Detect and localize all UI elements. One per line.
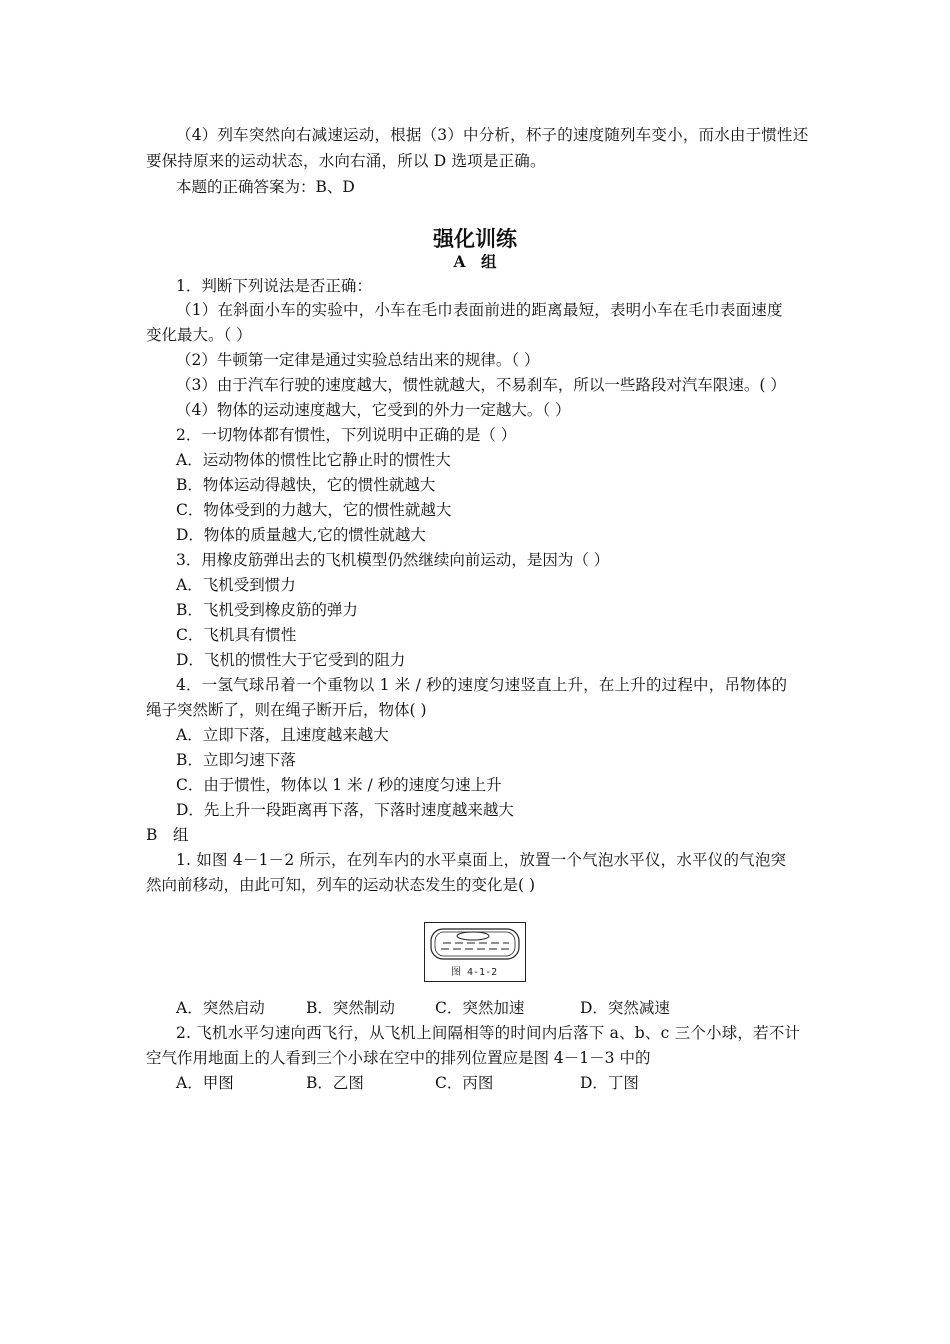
option: A．突然启动 — [176, 999, 265, 1017]
question-stem: 2．一切物体都有惯性，下列说明中正确的是（ ） — [176, 426, 517, 444]
option: D．先上升一段距离再下落，下落时速度越来越大 — [176, 801, 514, 819]
option: D．飞机的惯性大于它受到的阻力 — [176, 651, 406, 669]
question-stem: 2. 飞机水平匀速向西飞行，从飞机上间隔相等的时间内后落下 a、b、c 三个小球，若不计 — [176, 1024, 801, 1042]
option: C．物体受到的力越大，它的惯性就越大 — [176, 501, 452, 519]
statement: （4）物体的运动速度越大，它受到的外力一定越大。（ ） — [176, 401, 571, 419]
option: A．立即下落，且速度越来越大 — [176, 726, 389, 744]
question-stem: 绳子突然断了，则在绳子断开后，物体( ) — [146, 701, 427, 719]
paragraph-line: 要保持原来的运动状态，水向右涌，所以 D 选项是正确。 — [146, 152, 546, 170]
option: C．由于惯性，物体以 1 米 / 秒的速度匀速上升 — [176, 776, 502, 794]
option: D．物体的质量越大,它的惯性就越大 — [176, 526, 426, 544]
statement: （3）由于汽车行驶的速度越大，惯性就越大，不易刹车，所以一些路段对汽车限速。( ） — [176, 376, 786, 394]
paragraph-line: （4）列车突然向右减速运动，根据（3）中分析，杯子的速度随列车变小，而水由于惯性还 — [176, 126, 809, 144]
option: C．丙图 — [435, 1074, 494, 1092]
figure-caption: 图 4-1-2 — [451, 967, 498, 978]
option: A．飞机受到惯力 — [176, 576, 296, 594]
option: B．突然制动 — [306, 999, 395, 1017]
option: B．立即匀速下落 — [176, 751, 296, 769]
bubble-level-icon — [425, 923, 525, 981]
option: D．突然减速 — [580, 999, 670, 1017]
question-stem: 空气作用地面上的人看到三个小球在空中的排列位置应是图 4－1－3 中的 — [146, 1049, 651, 1067]
answer-line: 本题的正确答案为：B、D — [176, 178, 355, 196]
group-a-heading: A 组 — [453, 252, 497, 271]
question-stem: 然向前移动，由此可知，列车的运动状态发生的变化是( ) — [146, 876, 536, 894]
option: A．甲图 — [176, 1074, 234, 1092]
statement: （1）在斜面小车的实验中，小车在毛巾表面前进的距离最短，表明小车在毛巾表面速度 — [176, 301, 783, 319]
question-stem: 1．判断下列说法是否正确： — [176, 277, 372, 295]
option: D．丁图 — [580, 1074, 639, 1092]
option: B．飞机受到橡皮筋的弹力 — [176, 601, 358, 619]
question-stem: 1. 如图 4－1－2 所示，在列车内的水平桌面上，放置一个气泡水平仪，水平仪的气泡突 — [176, 851, 787, 869]
option: B．乙图 — [306, 1074, 364, 1092]
option: C．飞机具有惯性 — [176, 626, 297, 644]
statement: 变化最大。（ ） — [146, 326, 252, 344]
question-stem: 4．一氢气球吊着一个重物以 1 米 / 秒的速度匀速竖直上升，在上升的过程中，吊物体的 — [176, 676, 788, 694]
option: A．运动物体的惯性比它静止时的惯性大 — [176, 451, 451, 469]
question-stem: 3．用橡皮筋弹出去的飞机模型仍然继续向前运动，是因为（ ） — [176, 551, 610, 569]
option: B．物体运动得越快，它的惯性就越大 — [176, 476, 436, 494]
option: C．突然加速 — [435, 999, 525, 1017]
statement: （2）牛顿第一定律是通过实验总结出来的规律。（ ） — [176, 351, 540, 369]
group-b-heading: B 组 — [146, 826, 189, 844]
section-title: 强化训练 — [433, 226, 517, 251]
figure-bubble-level — [424, 922, 526, 982]
